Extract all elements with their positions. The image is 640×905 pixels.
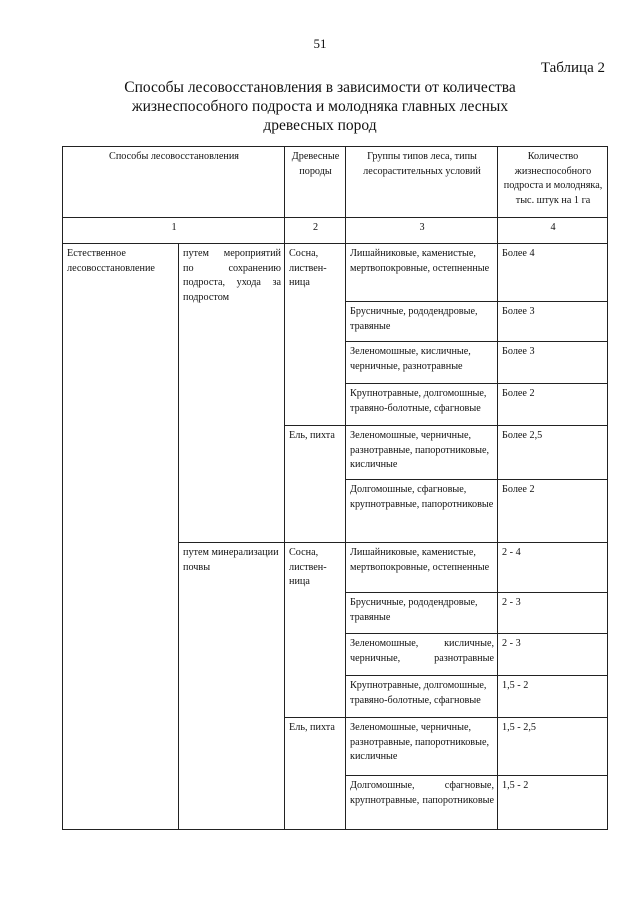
forest-type-cell: Крупнотравные, долгомошные, травяно-болотные, сфагновые bbox=[346, 676, 498, 718]
species-spruce-fir: Ель, пихта bbox=[285, 426, 346, 543]
count-cell: 1,5 - 2 bbox=[498, 676, 608, 718]
submethod-preservation: путем мероприятий по сохранению подроста, ухода за подростом bbox=[179, 244, 285, 543]
title-line-3: древесных пород bbox=[263, 117, 377, 134]
count-cell: 2 - 3 bbox=[498, 634, 608, 676]
header-forest-types: Группы типов леса, типы лесорастительных условий bbox=[346, 147, 498, 218]
forest-type-cell: Зеленомошные, черничные, разнотравные, папоротниковые, кисличные bbox=[346, 426, 498, 480]
forest-type-cell: Брусничные, рододендровые, травяные bbox=[346, 302, 498, 342]
forest-type-cell: Зеленомошные, черничные, разнотравные, папоротниковые, кисличные bbox=[346, 718, 498, 776]
column-number-3: 3 bbox=[346, 218, 498, 244]
title-line-1: Способы лесовосстановления в зависимости от количества bbox=[124, 79, 516, 96]
forest-type-cell: Долгомошные, сфагновые, крупнотравные, папоротниковые bbox=[346, 776, 498, 830]
table-label: Таблица 2 bbox=[540, 60, 605, 76]
count-cell: 2 - 4 bbox=[498, 543, 608, 593]
table-row bbox=[63, 244, 608, 302]
count-cell: Более 3 bbox=[498, 302, 608, 342]
header-species: Древесные породы bbox=[285, 147, 346, 218]
forest-type-cell: Зеленомошные, кисличные, черничные, разнотравные bbox=[346, 342, 498, 384]
page-number: 51 bbox=[313, 36, 327, 51]
title-line-2: жизнеспособного подроста и молодняка главных лесных bbox=[131, 98, 509, 115]
forest-type-cell: Лишайниковые, каменистые, мертвопокровные, остепненные bbox=[346, 543, 498, 593]
count-cell: 1,5 - 2,5 bbox=[498, 718, 608, 776]
column-number-4: 4 bbox=[498, 218, 608, 244]
column-number-2: 2 bbox=[285, 218, 346, 244]
forest-type-cell: Зеленомошные, кисличные, черничные, разнотравные bbox=[346, 634, 498, 676]
column-number-1: 1 bbox=[63, 218, 285, 244]
count-cell: Более 2,5 bbox=[498, 426, 608, 480]
count-cell: Более 2 bbox=[498, 480, 608, 543]
table-title bbox=[100, 78, 540, 135]
forest-type-cell: Долгомошные, сфагновые, крупнотравные, папоротниковые bbox=[346, 480, 498, 543]
forest-type-cell: Крупнотравные, долгомошные, травяно-болотные, сфагновые bbox=[346, 384, 498, 426]
column-number-row bbox=[63, 218, 608, 244]
reforestation-table bbox=[62, 146, 608, 830]
header-methods: Способы лесовосстановления bbox=[63, 147, 285, 218]
forest-type-cell: Брусничные, рододендровые, травяные bbox=[346, 593, 498, 634]
count-cell: Более 3 bbox=[498, 342, 608, 384]
submethod-mineralization: путем минерализации почвы bbox=[179, 543, 285, 830]
species-pine-larch: Сосна, листвен-ница bbox=[285, 543, 346, 718]
forest-type-cell: Лишайниковые, каменистые, мертвопокровные, остепненные bbox=[346, 244, 498, 302]
species-pine-larch: Сосна, листвен-ница bbox=[285, 244, 346, 426]
count-cell: Более 4 bbox=[498, 244, 608, 302]
header-count: Количество жизнеспособного подроста и молодняка, тыс. штук на 1 га bbox=[498, 147, 608, 218]
method-natural-reforestation: Естественное лесовосстановление bbox=[63, 244, 179, 830]
species-spruce-fir: Ель, пихта bbox=[285, 718, 346, 830]
count-cell: 2 - 3 bbox=[498, 593, 608, 634]
table-header-row bbox=[63, 147, 608, 218]
count-cell: 1,5 - 2 bbox=[498, 776, 608, 830]
count-cell: Более 2 bbox=[498, 384, 608, 426]
